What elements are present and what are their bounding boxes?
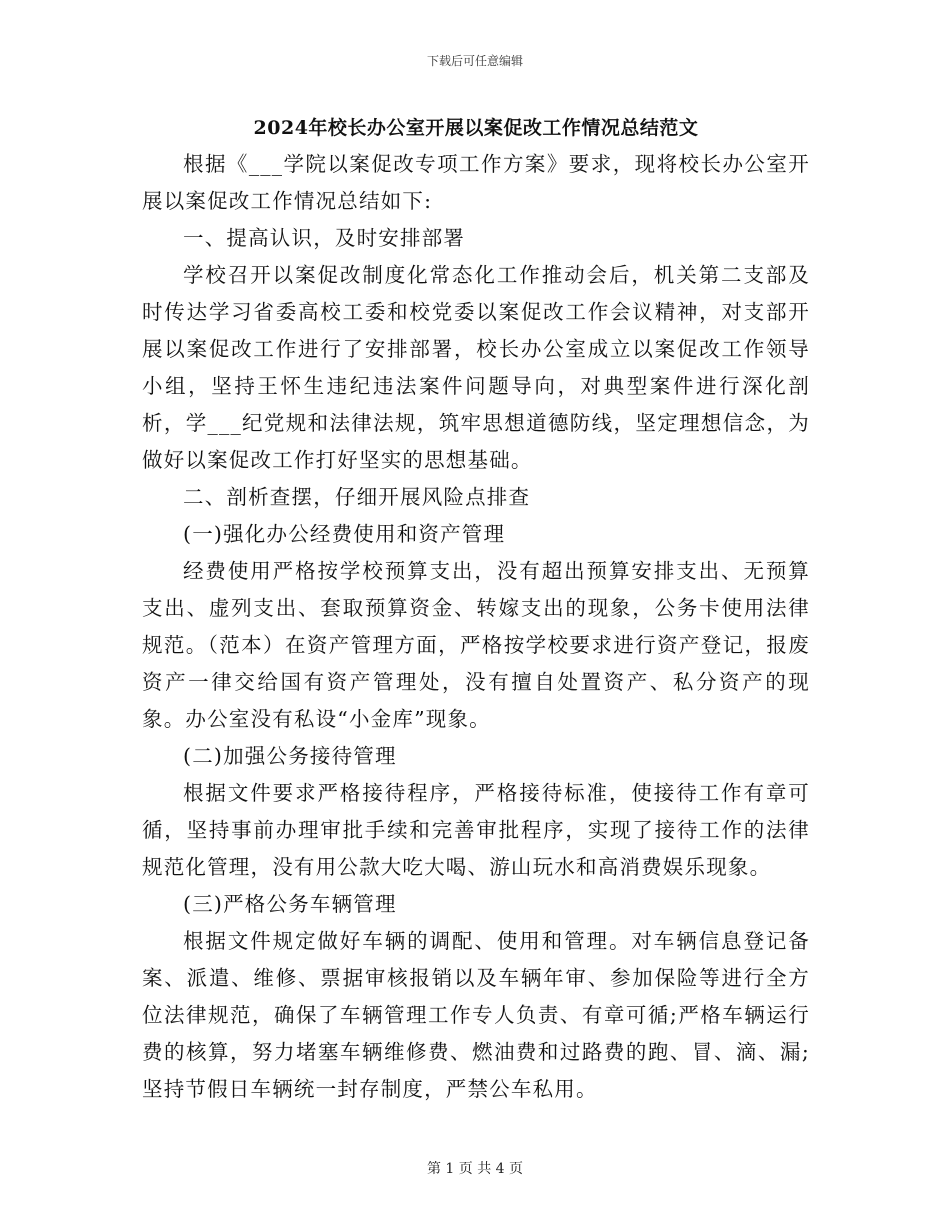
section-heading-2: 二、剖析查摆，仔细开展风险点排查 [183, 485, 531, 509]
subsection-heading-1: (一)强化办公经费使用和资产管理 [183, 522, 506, 546]
intro-paragraph: 根据《___学院以案促改专项工作方案》要求，现将校长办公室开展以案促改工作情况总结如下: [142, 152, 810, 213]
page-number-footer: 第 1 页 共 4 页 [426, 1161, 524, 1177]
section-heading-1: 一、提高认识，及时安排部署 [183, 226, 466, 250]
document-title: 2024年校长办公室开展以案促改工作情况总结范文 [253, 117, 699, 139]
page-header-note: 下载后可任意编辑 [426, 54, 523, 68]
subsection-heading-2: (二)加强公务接待管理 [183, 744, 397, 768]
section-1-paragraph: 学校召开以案促改制度化常态化工作推动会后，机关第二支部及时传达学习省委高校工委和校党委以案促改工作会议精神，对支部开展以案促改工作进行了安排部署，校长办公室成立以案促改工作领导小组，坚持王怀生违纪违法案件问题导向，对典型案件进行深化剖析，学___纪党规和法律法规，筑牢思想道德防线，坚定理想信念，为做好以案促改工作打好坚实的思想基础。 [142, 263, 810, 472]
subsection-heading-3: (三)严格公务车辆管理 [183, 892, 397, 916]
subsection-1-paragraph: 经费使用严格按学校预算支出，没有超出预算安排支出、无预算支出、虚列支出、套取预算资金、转嫁支出的现象，公务卡使用法律规范。（范本）在资产管理方面，严格按学校要求进行资产登记，报废资产一律交给国有资产管理处，没有擅自处置资产、私分资产的现象。办公室没有私设“小金库”现象。 [142, 559, 810, 731]
subsection-3-paragraph: 根据文件规定做好车辆的调配、使用和管理。对车辆信息登记备案、派遣、维修、票据审核报销以及车辆年审、参加保险等进行全方位法律规范，确保了车辆管理工作专人负责、有章可循;严格车辆运行费的核算，努力堵塞车辆维修费、燃油费和过路费的跑、冒、滴、漏;坚持节假日车辆统一封存制度，严禁公车私用。 [142, 929, 810, 1101]
subsection-2-paragraph: 根据文件要求严格接待程序，严格接待标准，使接待工作有章可循，坚持事前办理审批手续和完善审批程序，实现了接待工作的法律规范化管理，没有用公款大吃大喝、游山玩水和高消费娱乐现象。 [142, 781, 810, 879]
document-body [142, 110, 810, 1108]
